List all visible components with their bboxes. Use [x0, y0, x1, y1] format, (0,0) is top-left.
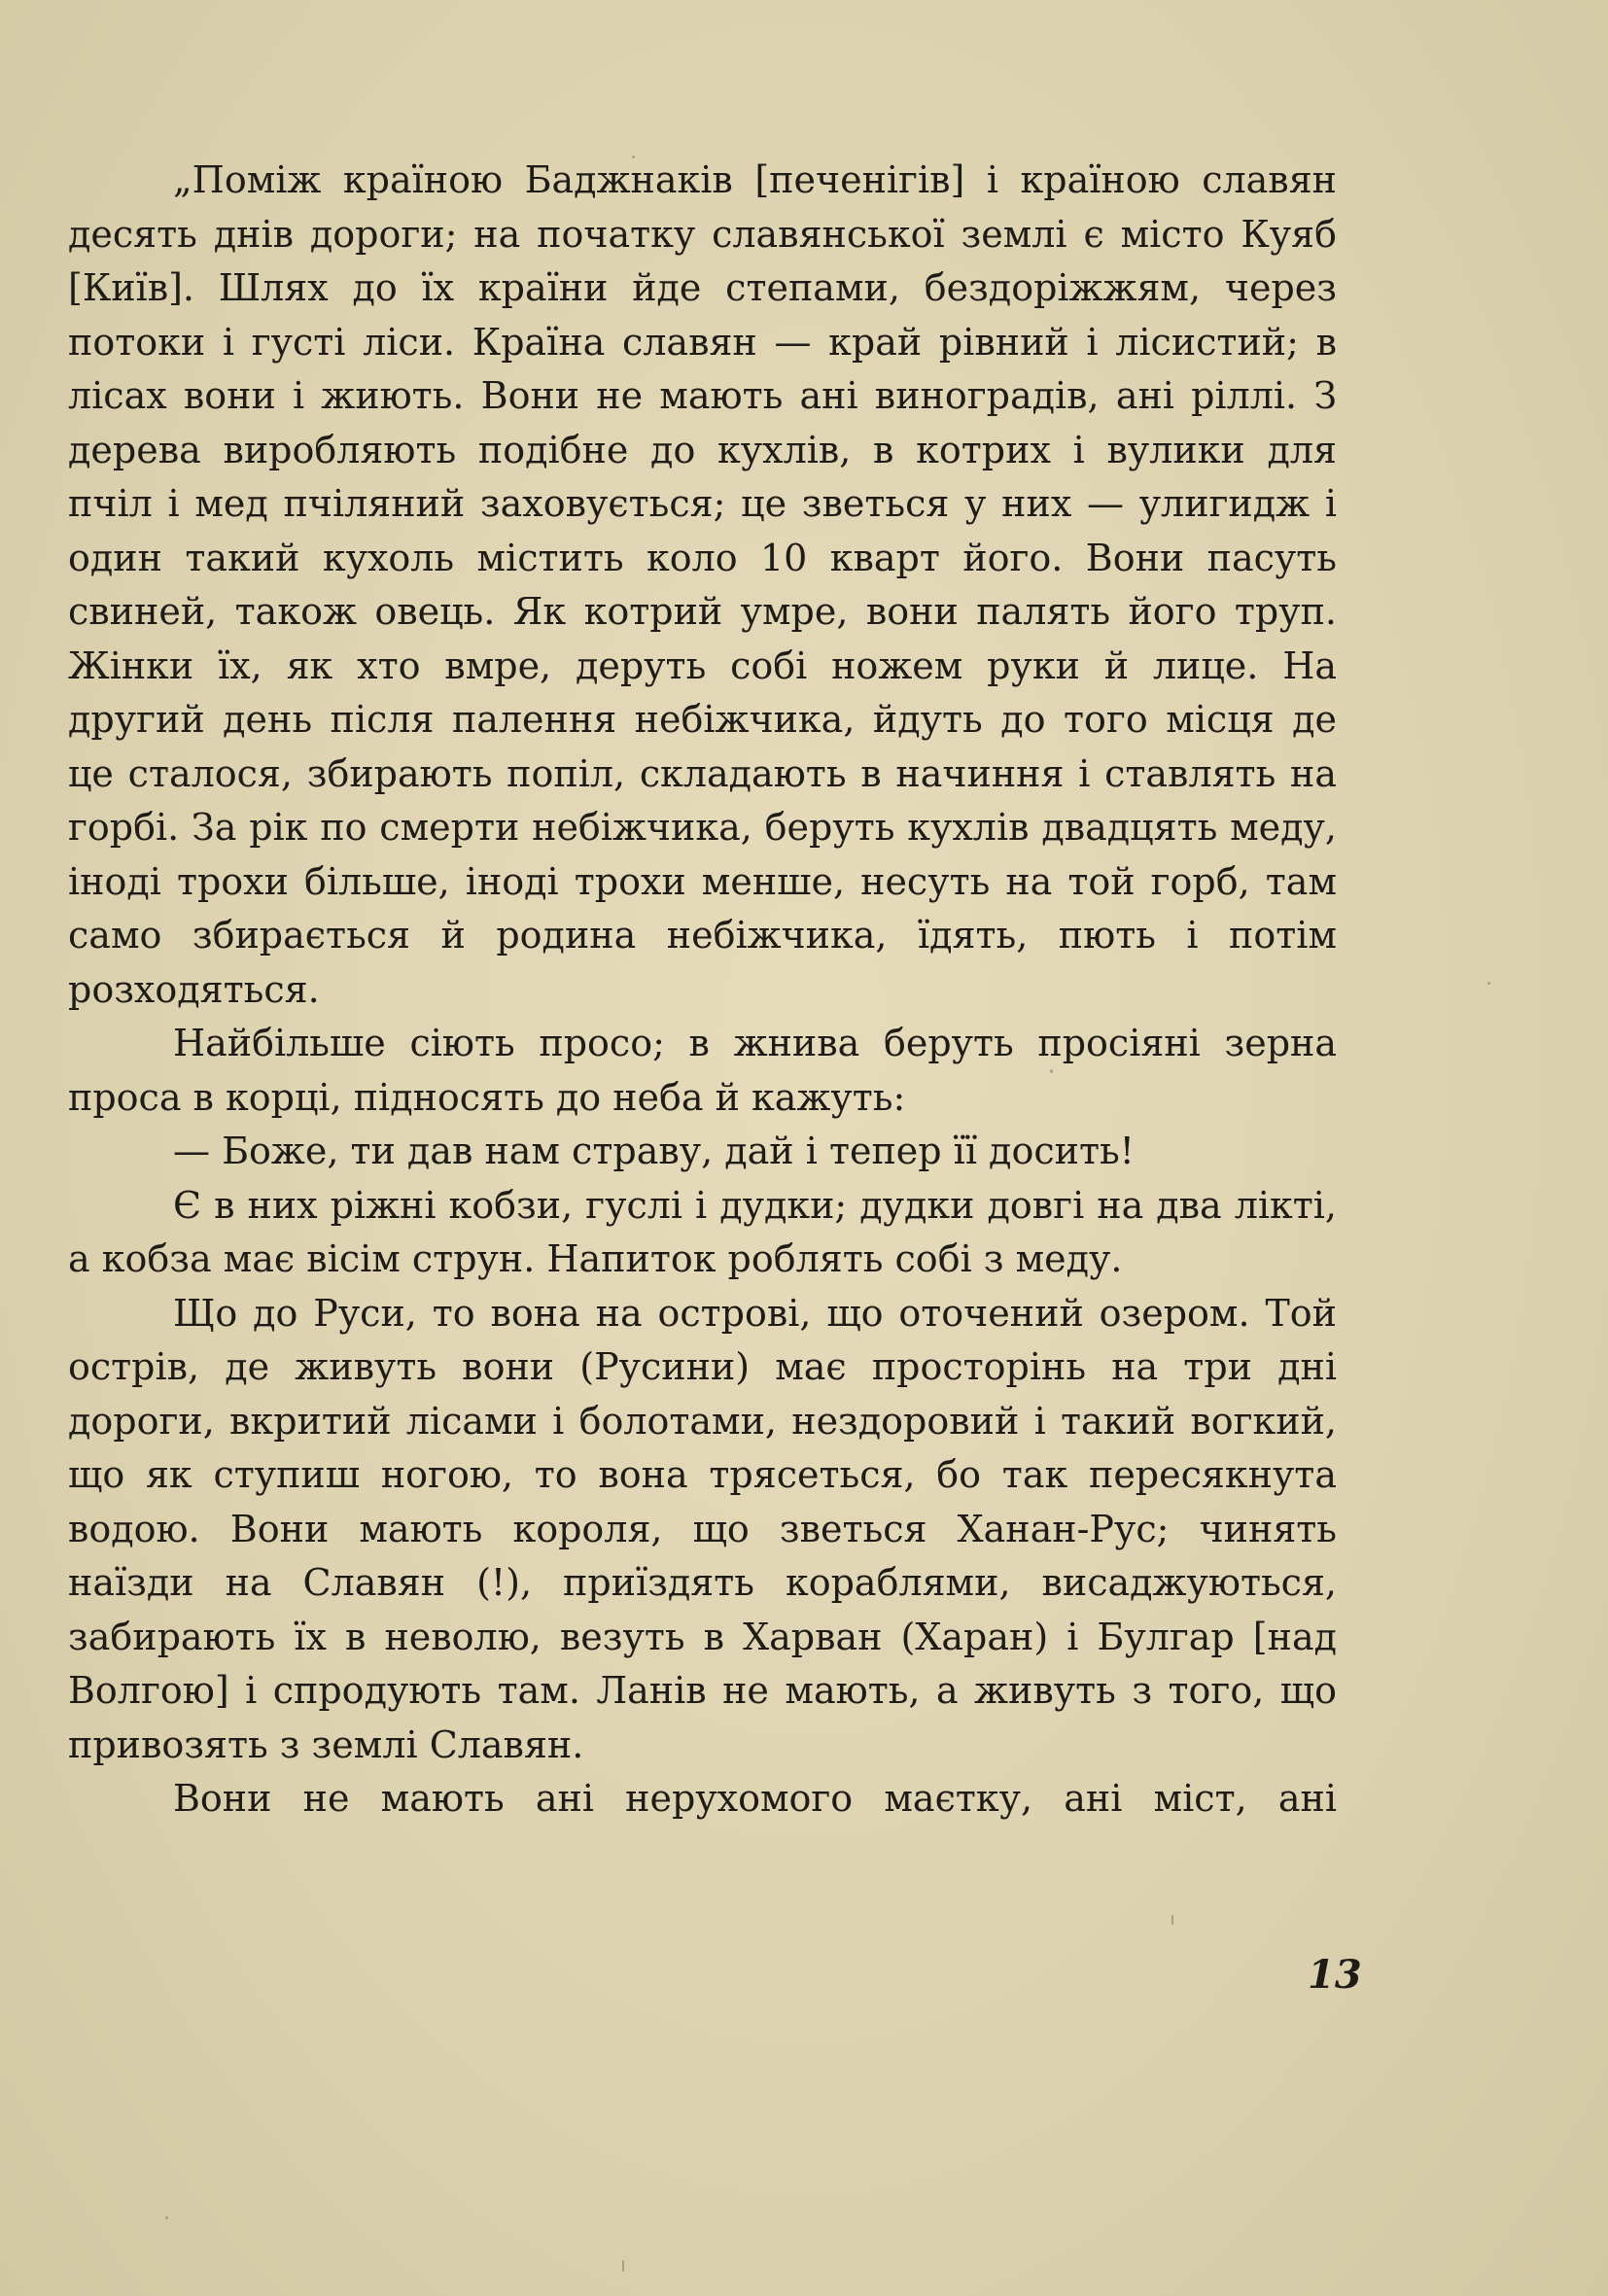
paper-speck: [1050, 1069, 1053, 1073]
paragraph-3: — Боже, ти дав нам страву, дай і тепер її досить!: [173, 1130, 1135, 1172]
paper-speck: [632, 156, 635, 158]
page-number: 13: [1308, 1952, 1362, 1998]
paragraph-1: „Поміж країною Баджнаків [печенігів] і країною славян десять днів дороги; на початку славянської землі є місто Куяб [Київ]. Шлях до їх країни йде степами, бездоріжжям, через потоки і густі ліси. Країна славян — край рівний і лісистий; в лісах вони і жиють. Вони не мають ані виноградів, ані ріллі. З дерева виробляють подібне до кухлів, в котрих і вулики для пчіл і мед пчіляний заховується; це зветься у них — улигидж і один такий кухоль містить коло 10 кварт його. Вони пасуть свиней, також овець. Як котрий умре, вони палять його труп. Жінки їх, як хто вмре, деруть собі ножем руки й лице. На другий день після палення небіжчика, йдуть до того місця де це сталося, збирають попіл, складають в начиння і ставлять на горбі. За рік по смерти небіжчика, беруть кухлів двадцять меду, іноді трохи більше, іноді трохи менше, несуть на той горб, там само збирається й родина небіжчика, їдять, пють і потім розходяться.: [68, 158, 1337, 1011]
paragraph-5: Що до Руси, то вона на острові, що оточений озером. Той острів, де живуть вони (Русини) має просторінь на три дні дороги, вкритий лісами і болотами, нездоровий і такий вогкий, що як ступиш ногою, то вона трясеться, бо так пересякнута водою. Вони мають короля, що зветься Ханан-Рус; чинять наїзди на Славян (!), приїздять кораблями, висаджуються, забирають їх в неволю, везуть в Харван (Харан) і Булгар [над Волгою] і спродують там. Ланів не мають, а живуть з того, що привозять з землі Славян.: [68, 1291, 1337, 1766]
paper-speck: [622, 2260, 624, 2272]
paragraph-4: Є в них ріжні кобзи, гуслі і дудки; дудки довгі на два лікті, а кобза має вісім струн. Напиток роблять собі з меду.: [68, 1183, 1337, 1280]
paper-speck: [1171, 1915, 1173, 1925]
paragraph-6: Вони не мають ані нерухомого маєтку, ані міст, ані: [173, 1777, 1337, 1820]
body-text: [68, 154, 1337, 1826]
paper-speck: [1487, 982, 1490, 985]
paragraph-2: Найбільше сіють просо; в жнива беруть просіяні зерна проса в корці, підносять до неба й кажуть:: [68, 1022, 1337, 1119]
paper-speck: [165, 2216, 168, 2219]
